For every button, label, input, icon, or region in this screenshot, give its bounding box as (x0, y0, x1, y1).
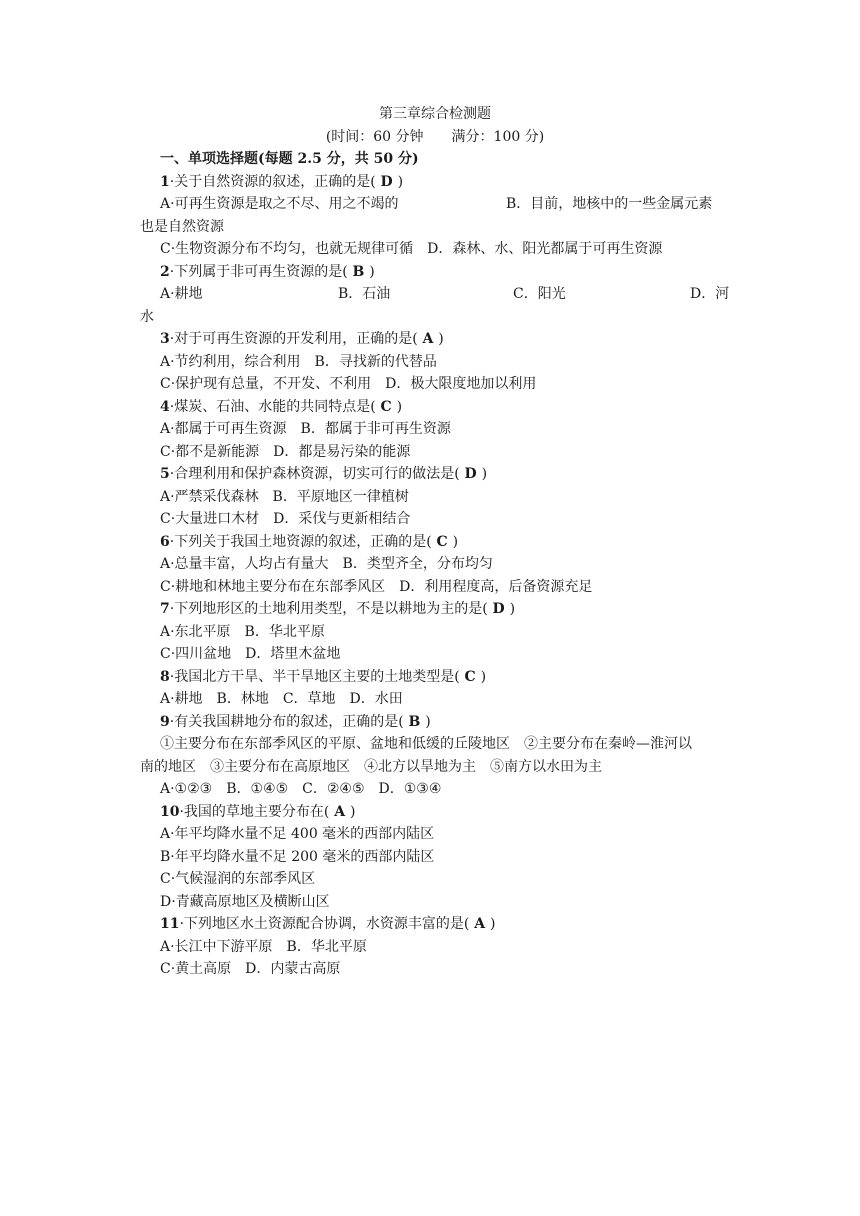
option-line: C·都不是新能源 D．都是易污染的能源 (160, 443, 411, 460)
option-line: C·四川盆地 D．塔里木盆地 (160, 646, 341, 662)
option-a: A·可再生资源是取之不尽、用之不竭的 (160, 196, 399, 212)
question-number: 8 (160, 668, 170, 685)
option-line: A·长江中下游平原 B．华北平原 (160, 938, 367, 955)
answer: C (459, 668, 481, 685)
answer-close: ) (481, 466, 488, 482)
statement-line: 南的地区 ③主要分布在高原地区 ④北方以旱地为主 ⑤南方以水田为主 (140, 758, 602, 775)
question-stem: ·合理利用和保护森林资源，切实可行的做法是( (169, 466, 460, 482)
answer: A (469, 916, 491, 932)
answer: D (375, 173, 398, 190)
option-line: C·黄土高原 D．内蒙古高原 (160, 961, 341, 977)
question-stem: ·下列属于非可再生资源的是( (169, 263, 348, 280)
option-line: C·生物资源分布不均匀，也就无规律可循 D．森林、水、阳光都属于可再生资源 (160, 241, 663, 257)
section-heading: 一、单项选择题(每题 2.5 分，共 50 分) (160, 151, 419, 167)
question-number: 10 (160, 803, 180, 820)
option-line: A·年平均降水量不足 400 毫米的西部内陆区 (160, 826, 435, 842)
option-line: C·气候湿润的东部季风区 (160, 871, 316, 887)
question-number: 7 (160, 601, 170, 617)
option-line: C·大量进口木材 D．采伐与更新相结合 (160, 511, 411, 527)
question-stem: ·关于自然资源的叙述，正确的是( (169, 173, 376, 190)
answer-close: ) (490, 916, 496, 932)
statement-line: ①主要分布在东部季风区的平原、盆地和低缓的丘陵地区 ②主要分布在秦岭—淮河以 (160, 736, 692, 752)
option-line (140, 193, 730, 216)
option-line: A·都属于可再生资源 B．都属于非可再生资源 (160, 421, 451, 437)
option-continuation: 水 (140, 308, 154, 325)
question-1 (140, 171, 730, 194)
option-d: D．河 (690, 286, 730, 302)
question-stem: ·我国北方干旱、半干旱地区主要的土地类型是( (169, 668, 460, 685)
option-line: A·总量丰富，人均占有量大 B．类型齐全，分布均匀 (160, 556, 493, 572)
question-number: 4 (160, 398, 170, 415)
answer-close: ) (369, 263, 375, 280)
question-stem: ·对于可再生资源的开发利用，正确的是( (169, 331, 418, 347)
answer: C (431, 533, 453, 550)
option-line: A·东北平原 B．华北平原 (160, 623, 325, 640)
option-line: C·耕地和林地主要分布在东部季风区 D．利用程度高，后备资源充足 (160, 578, 593, 595)
answer-close: ) (438, 331, 444, 347)
question-stem: ·煤炭、石油、水能的共同特点是( (169, 398, 376, 415)
question-number: 5 (160, 466, 170, 482)
option-continuation: 也是自然资源 (140, 218, 224, 235)
question-11 (140, 913, 730, 936)
question-stem: ·下列关于我国土地资源的叙述，正确的是( (169, 533, 432, 550)
option-c: C．阳光 (513, 286, 566, 302)
exam-info: (时间：60 分钟 满分：100 分) (325, 128, 545, 145)
answer-close: ) (480, 668, 487, 685)
answer-close: ) (397, 173, 404, 190)
question-stem: ·有关我国耕地分布的叙述，正确的是( (169, 713, 404, 730)
option-b: B．目前，地核中的一些金属元素 (506, 196, 713, 212)
question-9 (140, 711, 730, 734)
answer: C (375, 398, 397, 415)
question-stem: ·下列地形区的土地利用类型，不是以耕地为主的是( (169, 601, 488, 617)
option-line: D·青藏高原地区及横断山区 (160, 893, 330, 910)
answer: A (329, 803, 351, 820)
question-6 (140, 531, 730, 554)
question-2 (140, 261, 730, 284)
answer: B (347, 263, 370, 280)
question-number: 6 (160, 533, 170, 550)
option-line (140, 283, 730, 306)
question-stem: ·下列地区水土资源配合协调，水资源丰富的是( (179, 916, 470, 932)
question-8 (140, 666, 730, 689)
question-number: 9 (160, 713, 170, 730)
answer-close: ) (396, 398, 403, 415)
question-10 (140, 801, 730, 824)
option-a: A·耕地 (160, 286, 203, 302)
question-4 (140, 396, 730, 419)
question-7 (140, 598, 730, 621)
answer: D (487, 601, 510, 617)
answer: B (403, 713, 426, 730)
option-line: A·节约利用，综合利用 B．寻找新的代替品 (160, 353, 437, 370)
option-line: C·保护现有总量，不开发、不利用 D．极大限度地加以利用 (160, 376, 537, 392)
answer-close: ) (350, 803, 356, 820)
question-number: 11 (160, 916, 180, 932)
question-number: 2 (160, 263, 170, 280)
option-b: B．石油 (338, 286, 391, 302)
answer-close: ) (452, 533, 459, 550)
question-number: 1 (160, 173, 170, 190)
question-5 (140, 463, 730, 486)
option-line: A·①②③ B．①④⑤ C．②④⑤ D．①③④ (160, 781, 442, 797)
answer-close: ) (425, 713, 431, 730)
option-line: A·耕地 B．林地 C．草地 D．水田 (160, 691, 403, 707)
question-stem: ·我国的草地主要分布在( (179, 803, 330, 820)
answer-close: ) (509, 601, 516, 617)
document-page (140, 103, 730, 981)
answer: A (417, 331, 439, 347)
page-title: 第三章综合检测题 (379, 106, 491, 122)
option-line: A·严禁采伐森林 B．平原地区一律植树 (160, 488, 409, 505)
answer: D (459, 466, 482, 482)
question-3 (140, 328, 730, 351)
option-line: B·年平均降水量不足 200 毫米的西部内陆区 (160, 848, 435, 865)
question-number: 3 (160, 331, 170, 347)
